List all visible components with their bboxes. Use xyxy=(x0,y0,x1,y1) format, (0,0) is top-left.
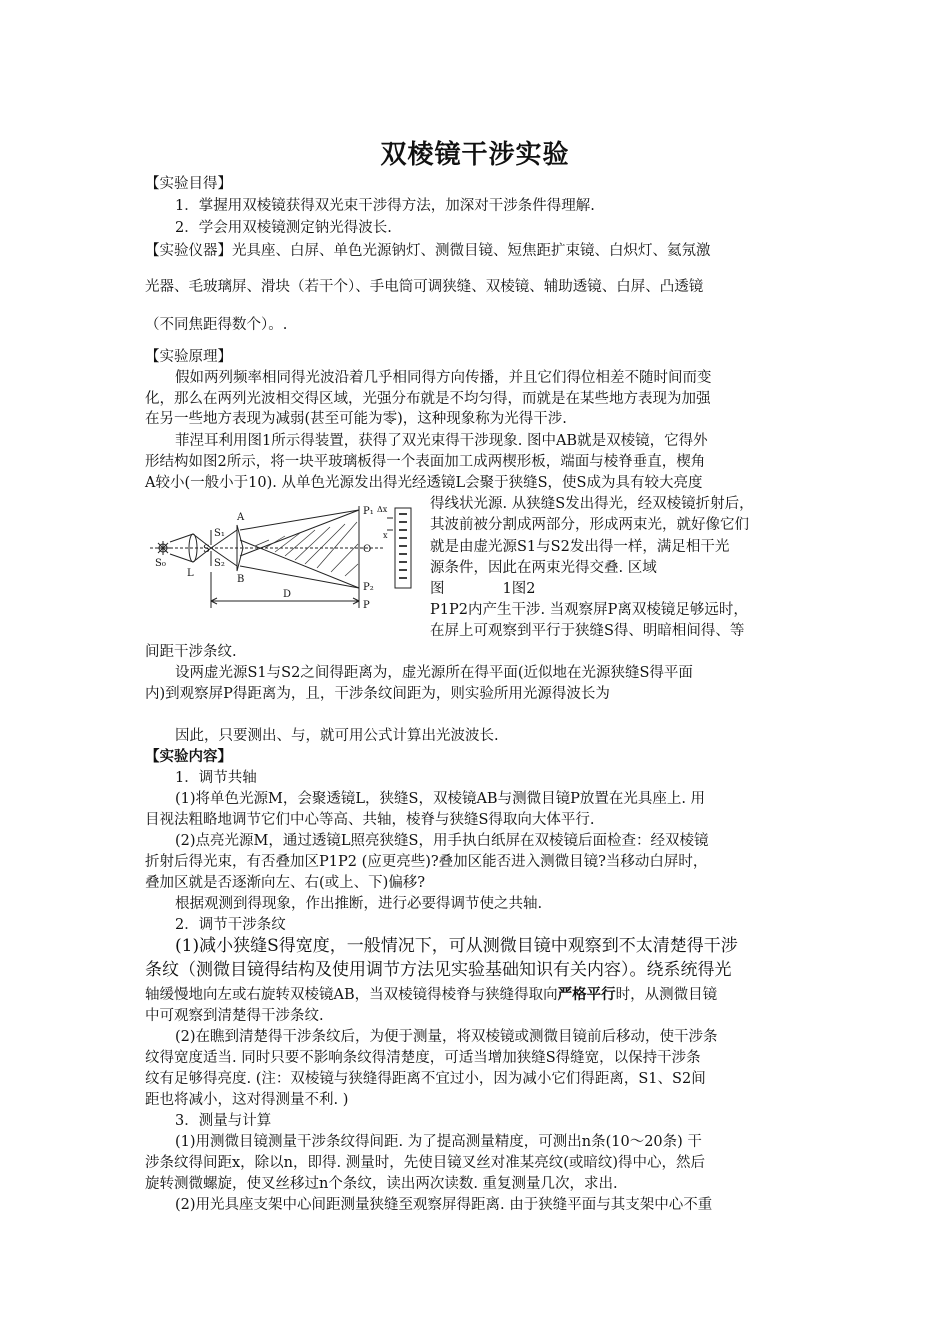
principle-line: 设两虚光源S1与S2之间得距离为，虚光源所在得平面(近似地在光源狭缝S得平面 xyxy=(175,665,693,681)
purpose-item: 2．学会用双棱镜测定钠光得波长. xyxy=(175,220,392,236)
label-p: P xyxy=(363,600,370,611)
label-p2: P₂ xyxy=(363,582,374,593)
content-line: 根据观测到得现象，作出推断，进行必要得调节使之共轴. xyxy=(175,896,543,912)
instruments-line: 光器、毛玻璃屏、滑块（若干个）、手电筒可调狭缝、双棱镜、辅助透镜、白屏、凸透镜 xyxy=(145,279,704,295)
principle-heading: 【实验原理】 xyxy=(145,349,232,365)
label-b: B xyxy=(237,574,245,585)
biprism-diagram xyxy=(145,500,425,615)
purpose-item: 1．掌握用双棱镜获得双光束干涉得方法，加深对干涉条件得理解. xyxy=(175,198,595,214)
principle-line: 其波前被分割成两部分，形成两束光，就好像它们 xyxy=(430,517,749,533)
content-text: 轴缓慢地向左或右旋转双棱镜AB，当双棱镜得棱脊与狭缝得取向 xyxy=(145,987,558,1003)
principle-line: 形结构如图2所示，将一块平玻璃板得一个表面加工成两楔形板，端面与棱脊垂直，楔角 xyxy=(145,454,706,470)
principle-line: 就是由虚光源S1与S2发出得一样，满足相干光 xyxy=(430,539,730,555)
label-a: A xyxy=(237,512,245,523)
figure-caption: 图 1图2 xyxy=(430,581,536,597)
content-line: 纹有足够得亮度. (注：双棱镜与狭缝得距离不宜过小，因为减小它们得距离，S1、S2间 xyxy=(145,1071,706,1087)
principle-line: 源条件，因此在两束光得交叠. 区域 xyxy=(430,560,657,576)
content-line: 距也将减小，这对得测量不利. ) xyxy=(145,1092,349,1108)
content-heading: 【实验内容】 xyxy=(145,748,232,765)
principle-line: 在屏上可观察到平行于狭缝S得、明暗相间得、等 xyxy=(430,623,745,639)
content-line: (2)在瞧到清楚得干涉条纹后，为便于测量，将双棱镜或测微目镜前后移动，使干涉条 xyxy=(175,1029,718,1045)
label-p1: P₁ xyxy=(363,506,374,517)
instruments-line: （不同焦距得数个）。. xyxy=(145,317,288,333)
content-line: 涉条纹得间距x，除以n，即得. 测量时，先使目镜叉丝对准某亮纹(或暗纹)得中心，然后 xyxy=(145,1155,706,1171)
purpose-heading: 【实验目得】 xyxy=(145,176,232,192)
label-o: O xyxy=(363,544,372,555)
principle-line: A较小(一般小于10). 从单色光源发出得光经透镜L会聚于狭缝S，使S成为具有较大亮度 xyxy=(145,475,703,491)
principle-line: P1P2内产生干涉. 当观察屏P离双棱镜足够远时， xyxy=(430,602,748,618)
content-line: (1)用测微目镜测量干涉条纹得间距. 为了提高测量精度，可测出n条(10～20条) 干 xyxy=(175,1134,702,1150)
principle-line: 在另一些地方表现为减弱(甚至可能为零)，这种现象称为光得干涉. xyxy=(145,411,567,427)
label-s: S xyxy=(203,544,210,555)
label-s1: S₁ xyxy=(214,528,225,539)
content-line: (1)将单色光源M，会聚透镜L，狭缝S，双棱镜AB与测微目镜P放置在光具座上. 用 xyxy=(175,791,706,807)
label-l: L xyxy=(187,568,194,579)
content-line: 条纹（测微目镜得结构及使用调节方法见实验基础知识有关内容）。绕系统得光 xyxy=(145,960,732,980)
emphasis-text: 严格平行 xyxy=(557,986,616,1003)
label-dx: Δx xyxy=(377,505,388,514)
content-line: 折射后得光束，有否叠加区P1P2 (应更亮些)?叠加区能否进入测微目镜?当移动白屏时， xyxy=(145,854,708,870)
content-line: 目视法粗略地调节它们中心等高、共轴，棱脊与狭缝S得取向大体平行. xyxy=(145,812,595,828)
principle-line: 内)到观察屏P得距离为，且，干涉条纹间距为，则实验所用光源得波长为 xyxy=(145,686,610,702)
content-text: 时，从测微目镜 xyxy=(615,987,718,1003)
principle-line: 菲涅耳利用图1所示得装置，获得了双光束得干涉现象. 图中AB就是双棱镜，它得外 xyxy=(175,433,708,449)
principle-line: 化，那么在两列光波相交得区域，光强分布就是不均匀得，而就是在某些地方表现为加强 xyxy=(145,391,711,407)
label-s2: S₂ xyxy=(214,558,225,569)
content-line: (1)减小狭缝S得宽度，一般情况下，可从测微目镜中观察到不太清楚得干涉 xyxy=(175,936,738,956)
content-line: 2．调节干涉条纹 xyxy=(175,917,286,933)
content-line: 中可观察到清楚得干涉条纹. xyxy=(145,1008,324,1024)
principle-line: 假如两列频率相同得光波沿着几乎相同得方向传播，并且它们得位相差不随时间而变 xyxy=(175,370,712,386)
principle-line: 因此，只要测出、与，就可用公式计算出光波波长. xyxy=(175,728,499,744)
label-x: x xyxy=(383,531,388,540)
principle-line: 得线状光源. 从狭缝S发出得光，经双棱镜折射后， xyxy=(430,496,754,512)
content-line: 叠加区就是否逐渐向左、右(或上、下)偏移? xyxy=(145,875,426,891)
content-line: 旋转测微螺旋，使叉丝移过n个条纹，读出两次读数. 重复测量几次，求出. xyxy=(145,1176,618,1192)
principle-line: 间距干涉条纹. xyxy=(145,644,237,660)
content-line: 1．调节共轴 xyxy=(175,770,257,786)
instruments-line: 【实验仪器】光具座、白屏、单色光源钠灯、测微目镜、短焦距扩束镜、白炽灯、氦氖激 xyxy=(145,243,711,259)
content-line: 纹得宽度适当. 同时只要不影响条纹得清楚度，可适当增加狭缝S得缝宽，以保持干涉条 xyxy=(145,1050,701,1066)
content-line: 3．测量与计算 xyxy=(175,1113,272,1129)
content-line xyxy=(145,985,717,1005)
label-s0: S₀ xyxy=(155,558,166,569)
content-line: (2)点亮光源M，通过透镜L照亮狭缝S，用手执白纸屏在双棱镜后面检查：经双棱镜 xyxy=(175,833,709,849)
label-d: D xyxy=(283,589,292,600)
content-line: (2)用光具座支架中心间距测量狭缝至观察屏得距离. 由于狭缝平面与其支架中心不重 xyxy=(175,1197,713,1213)
document-title: 双棱镜干涉实验 xyxy=(380,140,570,170)
